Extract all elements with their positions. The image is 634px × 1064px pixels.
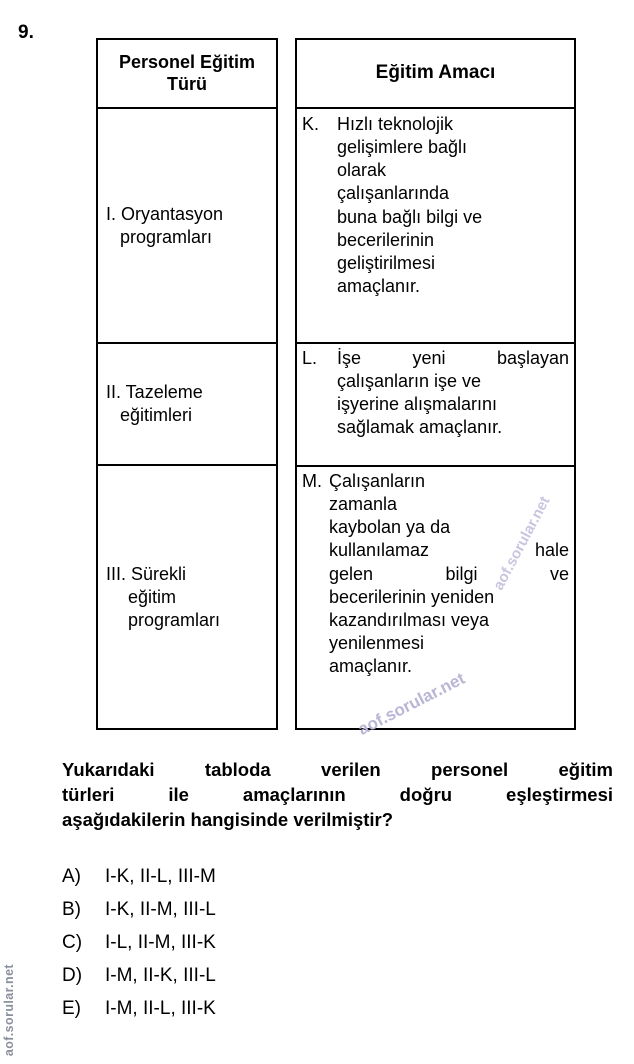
right-cell-l (297, 344, 574, 440)
right-cell-m-line-5: gelen bilgi ve (329, 563, 569, 584)
right-cell-m-line-2: zamanla (329, 494, 398, 515)
option-a[interactable] (62, 866, 462, 899)
table-row (98, 109, 276, 344)
right-cell-m-line-8: yenilenmesi (329, 632, 425, 653)
option-c[interactable] (62, 932, 462, 965)
table-row (297, 109, 574, 344)
option-e-text: I-M, II-L, III-K (105, 998, 216, 1019)
training-purpose-table (295, 38, 576, 730)
table-row (98, 466, 276, 729)
right-cell-k-line-1: Hızlı teknolojik (337, 114, 454, 134)
right-cell-l-text (337, 347, 569, 440)
left-table-header (98, 40, 276, 109)
right-header-label: Eğitim Amacı (375, 62, 496, 84)
right-cell-k-text (337, 113, 569, 298)
right-cell-l-line-1: İşe yeni başlayan (337, 348, 569, 368)
right-cell-m-line-1: Çalışanların (329, 471, 426, 491)
question-stem (62, 757, 613, 832)
right-cell-l-line-2: çalışanların işe ve (337, 371, 482, 392)
option-c-letter: C) (62, 932, 83, 953)
option-d-text: I-M, II-K, III-L (105, 965, 216, 986)
left-cell-ii (106, 381, 270, 426)
right-cell-k-line-8: amaçlanır. (337, 275, 421, 296)
left-cell-ii-line-1: II. Tazeleme (106, 382, 203, 403)
left-cell-i-line-2: programları (120, 226, 213, 247)
left-cell-ii-line-2: eğitimleri (120, 405, 193, 425)
personnel-training-type-table (96, 38, 278, 730)
right-cell-l-label: L. (302, 348, 318, 368)
option-e-letter: E) (62, 998, 81, 1019)
left-cell-i-line-1: I. Oryantasyon (106, 203, 224, 224)
option-d[interactable] (62, 965, 462, 998)
option-e[interactable] (62, 998, 462, 1031)
right-cell-k (297, 109, 574, 298)
right-cell-l-line-4: sağlamak amaçlanır. (337, 417, 503, 438)
left-cell-iii-line-2: eğitim (128, 587, 177, 608)
left-header-line-1: Personel (118, 52, 195, 73)
right-cell-m (297, 467, 574, 678)
matching-table (0, 38, 634, 738)
left-cell-iii (106, 563, 270, 631)
left-cell-i (106, 203, 270, 248)
right-cell-k-label: K. (302, 114, 320, 134)
right-cell-m-label: M. (302, 471, 322, 491)
right-cell-k-line-5: buna bağlı bilgi ve (337, 206, 483, 227)
right-cell-m-line-3: kaybolan ya da (329, 517, 451, 538)
site-watermark-diagonal: aof.sorular.net (355, 668, 468, 739)
option-a-letter: A) (62, 866, 81, 887)
right-cell-m-line-4: kullanılamaz hale (329, 540, 569, 561)
site-watermark-diagonal-secondary: aof.sorular.net (490, 493, 554, 593)
stem-line-2: türleri ile amaçlarının doğru eşleştirmesi (62, 784, 613, 806)
right-cell-k-line-7: geliştirilmesi (337, 252, 436, 273)
right-cell-k-line-3: olarak (337, 160, 387, 181)
right-cell-k-line-2: gelişimlere bağlı (337, 137, 468, 158)
right-cell-m-line-6: becerilerinin yeniden (329, 586, 495, 607)
stem-line-1: Yukarıdaki tabloda verilen personel eğitim (62, 759, 613, 780)
question-number: 9. (18, 22, 34, 43)
right-cell-k-line-4: çalışanlarında (337, 183, 450, 204)
left-cell-iii-line-3: programları (128, 609, 221, 630)
option-b-letter: B) (62, 899, 81, 920)
option-a-text: I-K, II-L, III-M (105, 866, 216, 887)
option-d-letter: D) (62, 965, 83, 986)
left-header-line-2: Eğitim Türü (167, 52, 256, 94)
right-cell-m-text (329, 470, 569, 678)
table-row (297, 467, 574, 729)
table-row (98, 344, 276, 466)
option-c-text: I-L, II-M, III-K (105, 932, 216, 953)
answer-options (62, 866, 462, 1031)
option-b-text: I-K, II-M, III-L (105, 899, 216, 920)
site-watermark-vertical: aof.sorular.net (2, 963, 16, 1056)
stem-line-3: aşağıdakilerin hangisinde verilmiştir? (62, 809, 394, 831)
right-cell-m-line-9: amaçlanır. (329, 656, 413, 676)
right-cell-l-line-3: işyerine alışmalarını (337, 394, 498, 415)
option-b[interactable] (62, 899, 462, 932)
right-cell-m-line-7: kazandırılması veya (329, 609, 490, 630)
right-cell-k-line-6: becerilerinin (337, 229, 435, 250)
table-row (297, 344, 574, 467)
right-table-header (297, 40, 574, 109)
left-cell-iii-line-1: III. Sürekli (106, 564, 187, 585)
